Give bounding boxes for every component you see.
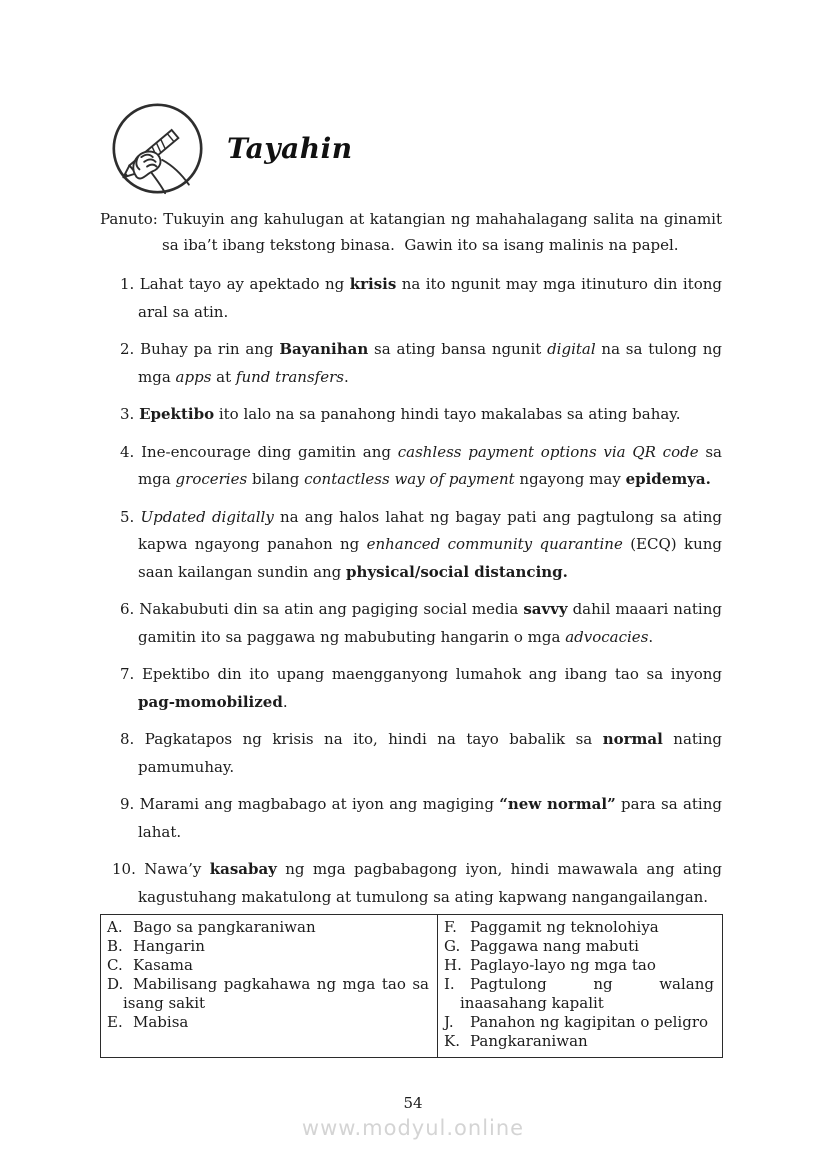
choice-letter: F.: [444, 918, 457, 936]
choice-item: [107, 975, 429, 1013]
choice-letter: G.: [444, 937, 461, 955]
choice-text: Kasama: [133, 956, 193, 974]
item-text: Nakabubuti din sa atin ang pagiging social media savvy dahil maaari nating gamitin ito sa paggawa ng mabubuting hangarin o mga advocacies.: [138, 600, 722, 646]
choice-item: [444, 975, 714, 1013]
list-item: [120, 439, 722, 494]
choice-letter: K.: [444, 1032, 460, 1050]
item-number: 1.: [120, 275, 135, 293]
list-item: [120, 661, 722, 716]
item-number: 9.: [120, 795, 135, 813]
list-item: [120, 596, 722, 651]
item-number: 10.: [112, 860, 136, 878]
choice-text: Mabilisang pagkahawa ng mga tao sa isang sakit: [123, 975, 429, 1012]
page-number: 54: [403, 1094, 423, 1112]
instructions-text: Tukuyin ang kahulugan at katangian ng mahahalagang salita na ginamit sa iba’t ibang tekstong binasa. Gawin ito sa isang malinis na papel.: [162, 210, 722, 254]
item-text: Updated digitally na ang halos lahat ng bagay pati ang pagtulong sa ating kapwa ngayong panahon ng enhanced community quarantine (ECQ) kung saan kailangan sundin ang physical/social distancing.: [138, 507, 723, 581]
choice-text: Pangkaraniwan: [470, 1032, 588, 1050]
item-number: 4.: [120, 442, 135, 461]
choice-item: [444, 918, 714, 937]
instructions: [100, 206, 722, 258]
item-text: Buhay pa rin ang Bayanihan sa ating bansa ngunit digital na sa tulong ng mga apps at fund transfers.: [138, 340, 722, 386]
choices-column-right: [438, 915, 723, 1058]
item-text: Pagkatapos ng krisis na ito, hindi na tayo babalik sa normal nating pamumuhay.: [138, 730, 722, 776]
choice-text: Paggamit ng teknolohiya: [470, 918, 659, 936]
list-item: [120, 726, 722, 781]
item-number: 8.: [120, 730, 135, 748]
choice-item: [444, 937, 714, 956]
page-title: Tayahin: [227, 132, 353, 165]
item-number: 6.: [120, 600, 135, 618]
choices-column-left: [101, 915, 438, 1058]
item-text: Epektibo din ito upang maengganyong lumahok ang ibang tao sa inyong pag-momobilized.: [138, 665, 722, 711]
choice-item: [444, 1032, 714, 1051]
answer-choices-table: [100, 914, 723, 1058]
choice-text: Mabisa: [133, 1013, 189, 1031]
list-item: [112, 856, 722, 911]
item-text: Epektibo ito lalo na sa panahong hindi tayo makalabas sa ating bahay.: [139, 405, 681, 423]
choice-letter: E.: [107, 1013, 123, 1031]
choice-letter: A.: [107, 918, 123, 936]
choice-letter: H.: [444, 956, 462, 974]
choice-item: [444, 1013, 714, 1032]
list-item: [120, 504, 722, 587]
instructions-label: Panuto:: [100, 210, 158, 228]
choice-text: Hangarin: [133, 937, 205, 955]
list-item: [120, 271, 722, 326]
choice-letter: J.: [444, 1013, 454, 1031]
choice-text: Panahon ng kagipitan o peligro: [470, 1013, 709, 1031]
choice-item: [107, 1013, 429, 1032]
item-number: 3.: [120, 405, 135, 423]
choice-text: Bago sa pangkaraniwan: [133, 918, 316, 936]
list-item: [120, 791, 722, 846]
choice-item: [107, 918, 429, 937]
choice-text: Pagtulong ng walang inaasahang kapalit: [460, 975, 714, 1012]
item-text: Lahat tayo ay apektado ng krisis na ito ngunit may mga itinuturo din itong aral sa atin.: [138, 275, 722, 321]
choice-letter: B.: [107, 937, 123, 955]
list-item: [120, 336, 722, 391]
choice-item: [444, 956, 714, 975]
item-text: Marami ang magbabago at iyon ang magiging “new normal” para sa ating lahat.: [138, 795, 722, 841]
item-number: 2.: [120, 340, 135, 358]
page-content: [100, 206, 722, 1058]
choice-letter: I.: [444, 975, 455, 993]
writing-hand-icon: [110, 101, 205, 196]
item-number: 5.: [120, 507, 135, 526]
choice-text: Paggawa nang mabuti: [470, 937, 639, 955]
item-text: Nawa’y kasabay ng mga pagbabagong iyon, hindi mawawala ang ating kagustuhang makatulong at tumulong sa ating kapwang nangangailangan.: [138, 860, 722, 906]
watermark: www.modyul.online: [301, 1116, 525, 1140]
choice-text: Paglayo-layo ng mga tao: [470, 956, 656, 974]
choice-letter: C.: [107, 956, 123, 974]
list-item: [120, 401, 722, 429]
item-number: 7.: [120, 665, 135, 683]
choice-item: [107, 956, 429, 975]
section-header: [110, 101, 353, 196]
choice-letter: D.: [107, 975, 124, 993]
item-text: Ine-encourage ding gamitin ang cashless payment options via QR code sa mga groceries bilang contactless way of payment ngayong may epidemya.: [138, 442, 722, 488]
choice-item: [107, 937, 429, 956]
